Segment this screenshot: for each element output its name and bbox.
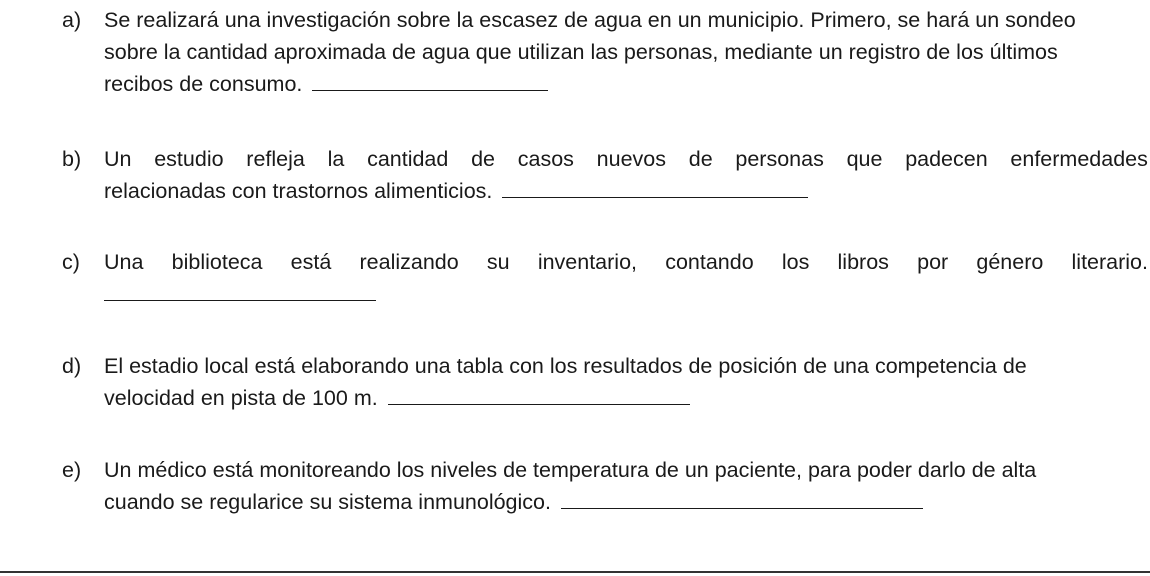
item-text xyxy=(104,454,1148,518)
item-word: literario. xyxy=(1071,250,1148,274)
item-word: la xyxy=(327,147,345,171)
item-word: libros xyxy=(837,250,889,274)
item-line-text: relacionadas con trastornos alimenticios. xyxy=(104,179,493,203)
answer-blank[interactable] xyxy=(312,70,548,91)
item-line: sobre la cantidad aproximada de agua que utilizan las personas, mediante un registro de los últimos xyxy=(104,40,1058,64)
item-line: Un médico está monitoreando los niveles de temperatura de un paciente, para poder darlo de alta xyxy=(104,458,1037,482)
item-word: nuevos xyxy=(596,147,666,171)
answer-blank[interactable] xyxy=(502,177,808,198)
item-word: padecen xyxy=(905,147,988,171)
item-text xyxy=(104,246,1148,310)
item-line-text: velocidad en pista de 100 m. xyxy=(104,386,378,410)
item-word: realizando xyxy=(359,250,459,274)
item-letter: e) xyxy=(62,458,82,482)
item-line xyxy=(104,175,1148,207)
item-letter: b) xyxy=(62,147,82,171)
bottom-divider xyxy=(0,571,1150,573)
item-word: cantidad xyxy=(367,147,449,171)
item-word: de xyxy=(471,147,496,171)
item-line-text: recibos de consumo. xyxy=(104,72,303,96)
item-line: El estadio local está elaborando una tabla con los resultados de posición de una competencia de xyxy=(104,354,1027,378)
answer-blank[interactable] xyxy=(388,384,690,405)
item-word: que xyxy=(846,147,883,171)
item-word: enfermedades xyxy=(1010,147,1148,171)
item-line-text: cuando se regularice su sistema inmunológico. xyxy=(104,490,551,514)
item-word: por xyxy=(917,250,949,274)
item-word: personas xyxy=(735,147,824,171)
item-line xyxy=(104,382,1148,414)
item-line xyxy=(104,278,1148,310)
item-text xyxy=(104,143,1148,207)
item-text xyxy=(104,4,1148,100)
item-word: género xyxy=(976,250,1044,274)
item-line: Se realizará una investigación sobre la escasez de agua en un municipio. Primero, se hará un sondeo xyxy=(104,8,1076,32)
item-word: su xyxy=(486,250,510,274)
item-word: contando xyxy=(665,250,754,274)
item-text xyxy=(104,350,1148,414)
answer-blank[interactable] xyxy=(561,488,923,509)
item-letter: a) xyxy=(62,8,82,32)
item-word: estudio xyxy=(154,147,224,171)
item-word: los xyxy=(781,250,810,274)
item-word: está xyxy=(290,250,332,274)
item-word: refleja xyxy=(246,147,305,171)
item-word: Una xyxy=(104,250,144,274)
item-word: casos xyxy=(517,147,574,171)
item-letter: c) xyxy=(62,250,80,274)
item-word: Un xyxy=(104,147,132,171)
item-line xyxy=(104,143,1148,175)
item-letter: d) xyxy=(62,354,82,378)
item-line xyxy=(104,68,1148,100)
item-line xyxy=(104,246,1148,278)
item-line xyxy=(104,486,1148,518)
item-word: de xyxy=(688,147,713,171)
answer-blank[interactable] xyxy=(104,280,376,301)
item-word: biblioteca xyxy=(171,250,263,274)
item-word: inventario, xyxy=(537,250,638,274)
